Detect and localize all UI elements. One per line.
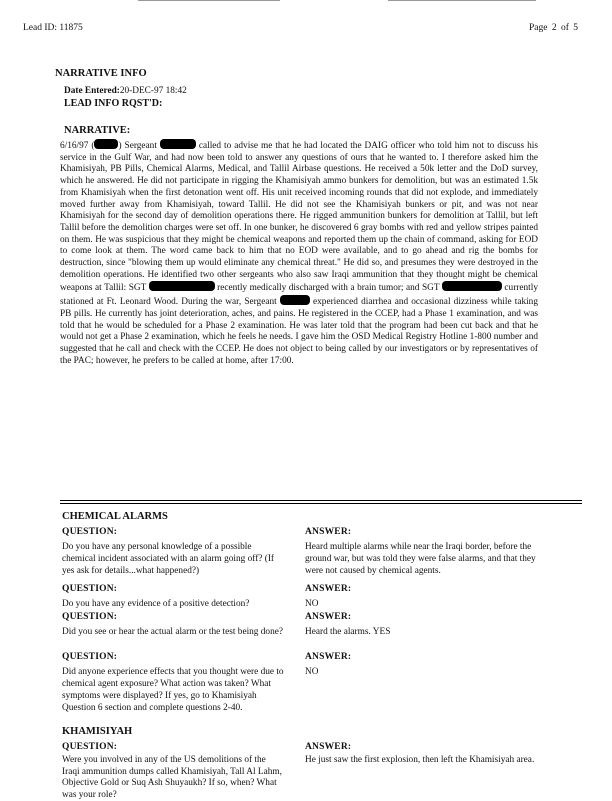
narrative-info-heading: NARRATIVE INFO (55, 68, 147, 79)
answer-label: ANSWER: (305, 584, 352, 594)
narrative-body (60, 139, 538, 367)
redaction-block (160, 139, 196, 149)
narrative-text: 6/16/97 ( (60, 141, 95, 151)
page-number: Page 2 of 5 (529, 23, 579, 33)
chemical-alarms-heading: CHEMICAL ALARMS (62, 511, 168, 522)
question-label: QUESTION: (62, 612, 118, 622)
answer-text: NO (305, 599, 319, 609)
khamisiyah-heading: KHAMISIYAH (62, 726, 133, 737)
question-text: Did anyone experience effects that you thought were due to chemical agent exposure? What action was taken? What symptoms were displayed? If yes, go to Khamisiyah Question 6 section and complete questions 2-40. (62, 667, 284, 713)
answer-text: NO (305, 667, 319, 677)
redaction-block (149, 281, 215, 291)
redaction-block (280, 295, 310, 305)
lead-info-label: LEAD INFO RQST'D: (64, 98, 163, 109)
top-edge-line-left (138, 0, 280, 1)
answer-text: Heard multiple alarms while near the Iraqi border, before the ground war, but was told they were false alarms, and that they were not caused by chemical agents. (305, 542, 536, 576)
section-divider (60, 503, 582, 504)
date-entered-label: Date Entered: (64, 86, 120, 96)
question-label: QUESTION: (62, 527, 118, 537)
redaction-block (442, 281, 502, 291)
top-edge-line-right (388, 0, 536, 1)
date-entered-row (64, 85, 187, 97)
narrative-text: ) Sergeant (118, 141, 160, 151)
question-text: Were you involved in any of the US demolitions of the Iraqi ammunition dumps called Khamisiyah, Tall Al Lahm, Objective Gold or Suq Ash Shuyaukh? If so, when? What was your role? (62, 755, 282, 800)
answer-label: ANSWER: (305, 742, 352, 752)
answer-label: ANSWER: (305, 527, 352, 537)
question-text: Did you see or hear the actual alarm or the test being done? (62, 627, 283, 637)
question-label: QUESTION: (62, 652, 118, 662)
answer-text: He just saw the first explosion, then left the Khamisiyah area. (305, 755, 535, 765)
question-text: Do you have any personal knowledge of a possible chemical incident associated with an alarm going off? (If yes ask for details...what happened?) (62, 542, 275, 576)
lead-id: Lead ID: 11875 (23, 23, 83, 33)
question-label: QUESTION: (62, 742, 118, 752)
narrative-text: called to advise me that he had located the DAIG officer who told him not to discuss his service in the Gulf War, and had now been told to answer any questions of ours that he wanted to. I therefore asked him the Khamisiyah, PB Pills, Chemical Alarms, Medical, and Tallil Airbase questions. He received a 50k letter and the DoD survey, which he answered. He did not participate in rigging the Khamisiyah ammo bunkers for demolition, but was an estimated 1.5k from Khamisiyah when the first detonation went off. His unit received incoming rounds that did not explode, and immediately moved further away from Khamisiyah, toward Tallil. He did not see the Khamisiyah bunkers or pit, and was not near Khamisiyah for the second day of demolition operations there. He rigged ammunition bunkers for demolition at Tallil, but left Tallil before the demolition charges were set off. In one bunker, he discovered 6 gray bombs with red and yellow stripes painted on them. He was suspicious that they might be chemical weapons and reported them up the chain of command, asking for EOD to come look at them. The word came back to him that no EOD were available, and to go ahead and rig the bombs for destruction, since "blowing them up would eliminate any chemical threat." He did so, and presumes they were destroyed in the demolition operations. He identified two other sergeants who also saw Iraqi ammunition that they thought might be chemical weapons at Tallil: SGT (60, 141, 538, 294)
redaction-block (94, 139, 118, 149)
narrative-heading: NARRATIVE: (64, 125, 131, 136)
question-text: Do you have any evidence of a positive detection? (62, 599, 250, 609)
answer-label: ANSWER: (305, 652, 352, 662)
section-divider (60, 500, 582, 501)
question-label: QUESTION: (62, 584, 118, 594)
date-entered-value: 20-DEC-97 18:42 (119, 86, 187, 96)
narrative-text: recently medically discharged with a brain tumor; and SGT (214, 283, 442, 294)
answer-text: Heard the alarms. YES (305, 627, 391, 637)
narrative-text: experienced diarrhea and occasional dizziness while taking PB pills. He currently has joint deterioration, aches, and pains. He registered in the CCEP, had a Phase 1 examination, and was told that he would be scheduled for a Phase 2 examination. He was later told that the program had been cut back and that he would not get a Phase 2 examination, which he feels he needs. I gave him the OSD Medical Registry Hotline 1-800 number and suggested that he call and check with the CCEP. He does not object to being called by our investigators or by representatives of the PAC; however, he prefers to be called at home, after 17:00. (60, 297, 538, 366)
answer-label: ANSWER: (305, 612, 352, 622)
narrative-text: currently stationed at Ft. Leonard Wood. During the war, Sergeant (60, 283, 538, 308)
